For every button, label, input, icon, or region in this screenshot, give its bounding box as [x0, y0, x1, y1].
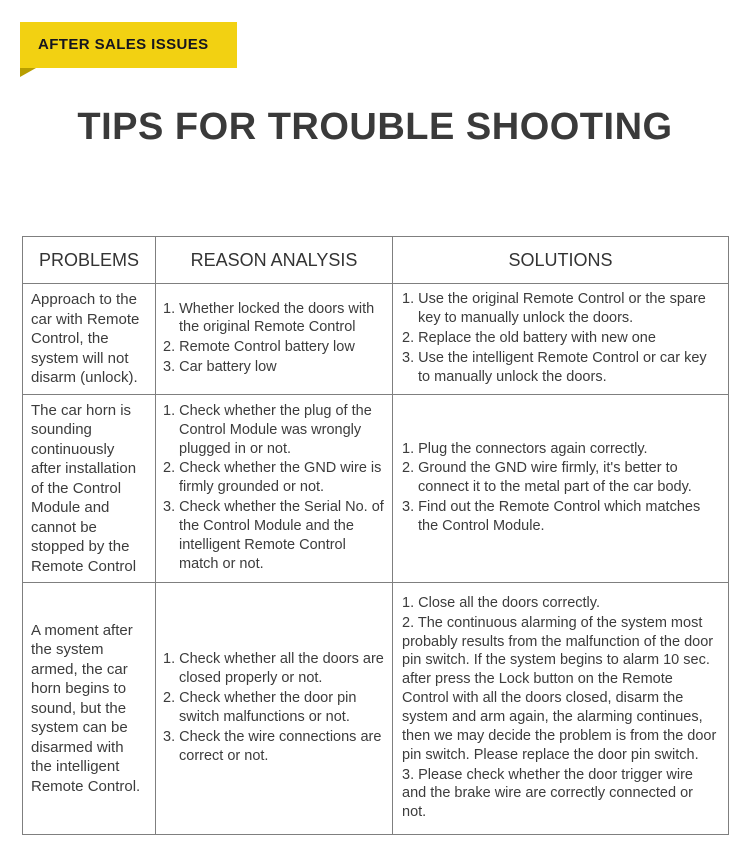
- solution-item: 1. Close all the doors correctly.: [402, 594, 600, 611]
- solution-item: 3. Please check whether the door trigger wire and the brake wire are correctly connected or not.: [402, 766, 693, 821]
- table-row-3: [23, 583, 729, 835]
- reason-item: 2. Check whether the door pin switch malfunctions or not.: [163, 690, 357, 725]
- solution-item: 2. Ground the GND wire firmly, it's better to connect it to the metal part of the car body.: [402, 460, 692, 496]
- reason-item: 3. Check the wire connections are correct or not.: [163, 728, 382, 764]
- troubleshooting-table: [22, 236, 729, 835]
- reason-cell-3: [156, 583, 393, 835]
- solution-item: 2. Replace the old battery with new one: [402, 329, 656, 346]
- solution-item: 1. Use the original Remote Control or the spare key to manually unlock the doors.: [402, 291, 706, 326]
- column-header-solutions: SOLUTIONS: [393, 237, 729, 284]
- problem-text: Approach to the car with Remote Control, the system will not disarm (unlock).: [31, 291, 140, 386]
- problem-cell-3: [23, 583, 156, 835]
- reason-item: 3. Car battery low: [163, 359, 277, 376]
- solution-item: 2. The continuous alarming of the system most probably results from the malfunction of the door pin switch. If the system begins to alarm 10 sec. after press the Lock button on the Remote Control with all the doors closed, disarm the system and arm again, the alarming continues, then we may decide the problem is from the door pin switch. Please replace the door pin switch.: [402, 614, 717, 763]
- table-row-2: [23, 394, 729, 583]
- problem-text: A moment after the system armed, the car horn begins to sound, but the system can be disarmed with the intelligent Remote Control.: [31, 621, 141, 795]
- reason-cell-1: [156, 284, 393, 395]
- problem-cell-2: [23, 394, 156, 583]
- solution-item: 3. Find out the Remote Control which matches the Control Module.: [402, 499, 701, 535]
- after-sales-ribbon: AFTER SALES ISSUES: [20, 22, 237, 68]
- solution-cell-3: [393, 583, 729, 835]
- ribbon-fold: [20, 68, 36, 77]
- solution-item: 3. Use the intelligent Remote Control or car key to manually unlock the doors.: [402, 349, 707, 385]
- column-header-problems: PROBLEMS: [23, 237, 156, 284]
- table-header-row: [23, 237, 729, 284]
- reason-item: 3. Check whether the Serial No. of the Control Module and the intelligent Remote Control match or not.: [163, 499, 384, 572]
- reason-item: 2. Check whether the GND wire is firmly grounded or not.: [163, 460, 382, 496]
- solution-cell-1: [393, 284, 729, 395]
- problem-text: The car horn is sounding continuously after installation of the Control Module and cannot be stopped by the Remote Control: [31, 401, 137, 575]
- solution-item: 1. Plug the connectors again correctly.: [402, 440, 648, 457]
- column-header-reason-analysis: REASON ANALYSIS: [156, 237, 393, 284]
- reason-item: 1. Whether locked the doors with the original Remote Control: [163, 300, 375, 336]
- reason-cell-2: [156, 394, 393, 583]
- page-title: TIPS FOR TROUBLE SHOOTING: [77, 106, 673, 148]
- problem-cell-1: [23, 284, 156, 395]
- solution-cell-2: [393, 394, 729, 583]
- table-row-1: [23, 284, 729, 395]
- reason-item: 1. Check whether the plug of the Control Module was wrongly plugged in or not.: [163, 402, 372, 457]
- reason-item: 1. Check whether all the doors are closed properly or not.: [163, 651, 384, 687]
- reason-item: 2. Remote Control battery low: [163, 339, 355, 356]
